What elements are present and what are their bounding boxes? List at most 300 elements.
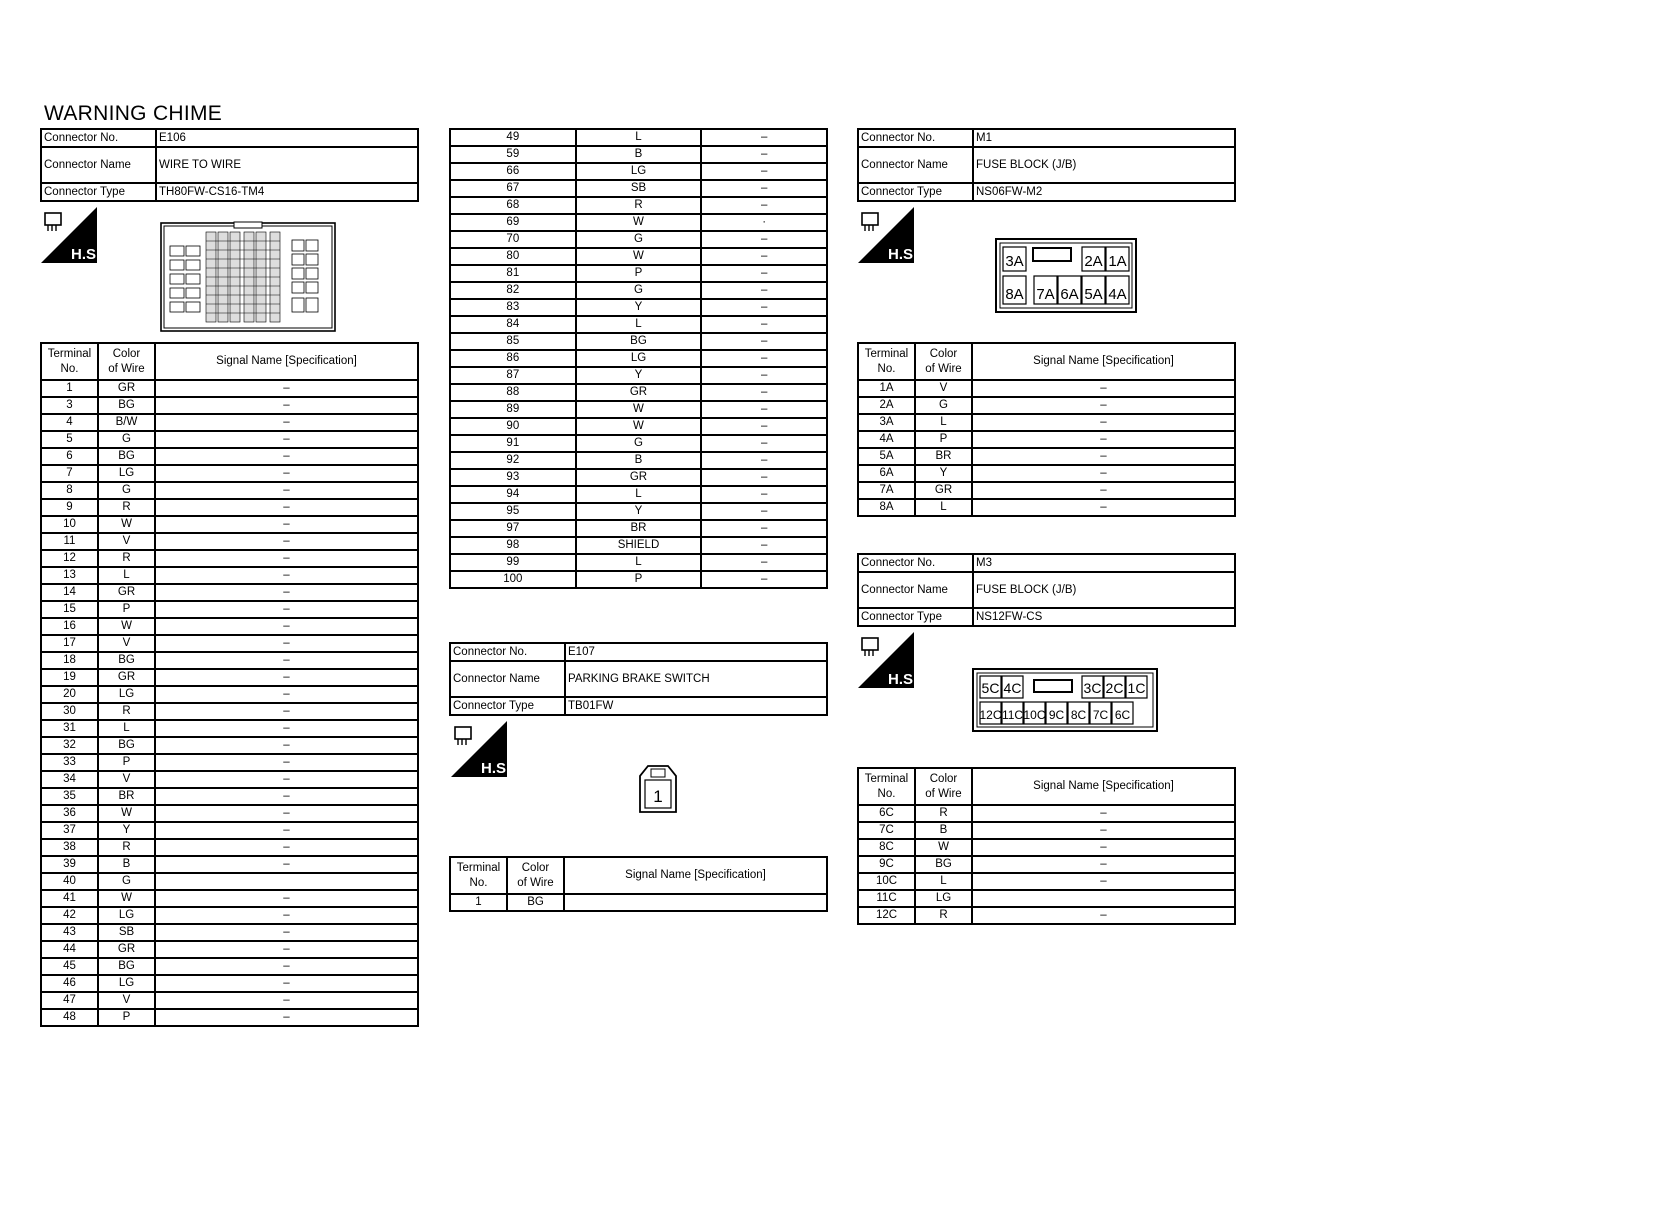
table-row (41, 431, 418, 448)
terminal-no-cell: 46 (41, 975, 98, 992)
signal-name-cell: – (155, 431, 418, 448)
terminal-no-cell: 5A (858, 448, 915, 465)
table-row (41, 1009, 418, 1026)
signal-name-cell: · (701, 214, 827, 231)
wire-color-cell: V (915, 380, 972, 397)
m3-connector-info (857, 553, 1236, 627)
pin-label: 4C (1003, 680, 1022, 696)
m1-connector-info (857, 128, 1236, 202)
signal-name-header: Signal Name [Specification] (564, 857, 827, 894)
connector-name-label: Connector Name (450, 661, 565, 697)
table-row (41, 839, 418, 856)
wire-color-cell: B (576, 146, 702, 163)
wire-color-cell: BG (98, 448, 155, 465)
wire-color-cell: GR (98, 380, 155, 397)
connector-type-label: Connector Type (450, 697, 565, 715)
terminal-no-cell: 69 (450, 214, 576, 231)
pin-label: 4A (1108, 286, 1127, 303)
table-row (41, 856, 418, 873)
table-row (41, 941, 418, 958)
table-row (450, 571, 827, 588)
terminal-no-cell: 80 (450, 248, 576, 265)
terminal-no-cell: 66 (450, 163, 576, 180)
table-row (450, 248, 827, 265)
wire-color-cell: GR (915, 482, 972, 499)
wire-color-cell: G (98, 873, 155, 890)
pin-label: 11C (1001, 708, 1024, 722)
wire-color-cell: R (915, 907, 972, 924)
table-row (450, 214, 827, 231)
signal-name-cell: – (972, 839, 1235, 856)
table-row (858, 839, 1235, 856)
pin-label: 1A (1108, 253, 1127, 270)
wire-color-cell: LG (576, 163, 702, 180)
wire-color-cell: GR (98, 584, 155, 601)
e107-connector-no: E107 (565, 643, 827, 661)
signal-name-cell: – (972, 482, 1235, 499)
wire-color-cell: W (576, 401, 702, 418)
signal-name-cell: – (972, 822, 1235, 839)
connector-no-label: Connector No. (858, 554, 973, 572)
terminal-no-cell: 6A (858, 465, 915, 482)
table-row (41, 601, 418, 618)
table-row (41, 822, 418, 839)
signal-name-cell: – (155, 703, 418, 720)
connector-name-label: Connector Name (858, 147, 973, 183)
terminal-no-cell: 17 (41, 635, 98, 652)
connector-no-label: Connector No. (450, 643, 565, 661)
wire-color-cell: B (98, 856, 155, 873)
table-row (41, 414, 418, 431)
terminal-no-cell: 42 (41, 907, 98, 924)
wire-color-cell: P (98, 754, 155, 771)
signal-name-cell: – (155, 635, 418, 652)
e106-connector-face-diagram (160, 222, 336, 332)
signal-name-cell: – (701, 265, 827, 282)
signal-name-cell: – (155, 380, 418, 397)
signal-name-cell: – (155, 652, 418, 669)
table-row (858, 482, 1235, 499)
table-row (858, 397, 1235, 414)
wire-color-cell: L (576, 554, 702, 571)
table-row (450, 333, 827, 350)
e106-terminal-table (40, 342, 419, 1027)
terminal-no-cell: 2A (858, 397, 915, 414)
wire-color-cell: LG (98, 975, 155, 992)
signal-name-cell: – (972, 431, 1235, 448)
signal-name-cell: – (155, 788, 418, 805)
signal-name-cell: – (155, 754, 418, 771)
table-row (41, 567, 418, 584)
header-line: No. (877, 787, 896, 800)
wire-color-cell: L (98, 567, 155, 584)
signal-name-cell: – (155, 567, 418, 584)
signal-name-cell: – (155, 805, 418, 822)
wire-color-cell: BG (98, 737, 155, 754)
signal-name-header: Signal Name [Specification] (972, 768, 1235, 805)
wire-color-cell: BR (915, 448, 972, 465)
header-line: Color (521, 861, 550, 874)
table-row (41, 754, 418, 771)
table-row (858, 414, 1235, 431)
m1-connector-face-diagram (995, 238, 1137, 313)
terminal-no-cell: 30 (41, 703, 98, 720)
header-line: of Wire (517, 876, 554, 889)
table-row (450, 894, 827, 911)
table-row (41, 550, 418, 567)
terminal-no-cell: 39 (41, 856, 98, 873)
terminal-no-header (858, 768, 915, 805)
terminal-no-cell: 11C (858, 890, 915, 907)
hs-connector-icon (858, 207, 918, 263)
terminal-no-cell: 90 (450, 418, 576, 435)
wire-color-cell: G (576, 231, 702, 248)
m1-terminal-table (857, 342, 1236, 517)
terminal-no-cell: 37 (41, 822, 98, 839)
signal-name-cell: – (155, 686, 418, 703)
table-row (41, 482, 418, 499)
signal-name-cell: – (155, 822, 418, 839)
header-line: Terminal (864, 772, 909, 785)
connector-no-label: Connector No. (41, 129, 156, 147)
table-row (41, 805, 418, 822)
terminal-no-cell: 34 (41, 771, 98, 788)
terminal-no-cell: 1 (450, 894, 507, 911)
wire-color-cell: W (576, 214, 702, 231)
signal-name-cell: – (701, 367, 827, 384)
wire-color-cell: P (98, 601, 155, 618)
signal-name-cell: – (155, 856, 418, 873)
table-header-row (41, 343, 418, 380)
table-row (450, 435, 827, 452)
signal-name-cell: – (701, 469, 827, 486)
m1-connector-no: M1 (973, 129, 1235, 147)
terminal-no-cell: 32 (41, 737, 98, 754)
wire-color-cell: B (915, 822, 972, 839)
m3-connector-name: FUSE BLOCK (J/B) (973, 572, 1235, 608)
wire-color-cell: V (98, 533, 155, 550)
table-row (41, 465, 418, 482)
terminal-no-cell: 3A (858, 414, 915, 431)
wire-color-cell: GR (576, 469, 702, 486)
terminal-no-cell: 4A (858, 431, 915, 448)
e106-connector-info (40, 128, 419, 202)
table-row (41, 380, 418, 397)
signal-name-cell: – (701, 384, 827, 401)
signal-name-cell (155, 873, 418, 890)
signal-name-cell: – (701, 333, 827, 350)
table-row (41, 652, 418, 669)
table-row (41, 720, 418, 737)
wire-color-cell: R (915, 805, 972, 822)
m3-connector-type: NS12FW-CS (973, 608, 1235, 626)
signal-name-cell: – (155, 1009, 418, 1026)
table-row (41, 669, 418, 686)
signal-name-cell (972, 890, 1235, 907)
wire-color-cell: BG (98, 397, 155, 414)
hs-connector-icon (451, 721, 511, 777)
terminal-no-cell: 70 (450, 231, 576, 248)
table-row (41, 499, 418, 516)
signal-name-cell: – (155, 975, 418, 992)
m1-connector-type: NS06FW-M2 (973, 183, 1235, 201)
signal-name-cell: – (972, 380, 1235, 397)
signal-name-cell: – (155, 907, 418, 924)
connector-type-label: Connector Type (858, 183, 973, 201)
terminal-no-cell: 99 (450, 554, 576, 571)
pin-label: 6C (1114, 708, 1131, 722)
wire-color-cell: Y (576, 503, 702, 520)
signal-name-header: Signal Name [Specification] (972, 343, 1235, 380)
table-row (41, 533, 418, 550)
table-row (41, 907, 418, 924)
pin-label: 2A (1084, 253, 1103, 270)
terminal-no-cell: 44 (41, 941, 98, 958)
signal-name-cell: – (155, 618, 418, 635)
signal-name-cell: – (155, 669, 418, 686)
terminal-no-cell: 81 (450, 265, 576, 282)
e107-terminal-table (449, 856, 828, 912)
table-row (858, 907, 1235, 924)
table-row (41, 958, 418, 975)
wire-color-cell: LG (576, 350, 702, 367)
table-row (450, 197, 827, 214)
wire-color-cell: GR (98, 669, 155, 686)
signal-name-cell: – (155, 924, 418, 941)
table-row (450, 401, 827, 418)
signal-name-cell: – (155, 414, 418, 431)
terminal-no-cell: 4 (41, 414, 98, 431)
terminal-no-cell: 48 (41, 1009, 98, 1026)
e107-connector-type: TB01FW (565, 697, 827, 715)
wire-color-cell: BG (915, 856, 972, 873)
terminal-no-cell: 7A (858, 482, 915, 499)
wire-color-cell: R (98, 703, 155, 720)
pin-label: 12C (979, 708, 1002, 722)
terminal-no-cell: 94 (450, 486, 576, 503)
wire-color-cell: L (915, 414, 972, 431)
signal-name-cell: – (155, 771, 418, 788)
signal-name-cell: – (155, 601, 418, 618)
wire-color-cell: L (915, 499, 972, 516)
terminal-no-cell: 12C (858, 907, 915, 924)
pin-label: 8A (1005, 286, 1024, 303)
header-line: of Wire (925, 362, 962, 375)
e106-connector-name: WIRE TO WIRE (156, 147, 418, 183)
pin-label: 3A (1005, 253, 1024, 270)
terminal-no-cell: 83 (450, 299, 576, 316)
signal-name-cell: – (701, 503, 827, 520)
signal-name-cell: – (701, 231, 827, 248)
m3-connector-no: M3 (973, 554, 1235, 572)
terminal-no-cell: 47 (41, 992, 98, 1009)
m1-connector-name: FUSE BLOCK (J/B) (973, 147, 1235, 183)
table-row (450, 129, 827, 146)
table-row (450, 537, 827, 554)
table-row (450, 503, 827, 520)
terminal-no-header (450, 857, 507, 894)
terminal-no-cell: 59 (450, 146, 576, 163)
terminal-no-cell: 36 (41, 805, 98, 822)
terminal-no-cell: 10C (858, 873, 915, 890)
table-row (41, 890, 418, 907)
terminal-no-cell: 14 (41, 584, 98, 601)
signal-name-cell: – (155, 550, 418, 567)
terminal-no-cell: 88 (450, 384, 576, 401)
connector-type-label: Connector Type (41, 183, 156, 201)
table-row (450, 163, 827, 180)
wire-color-cell: W (576, 418, 702, 435)
signal-name-cell: – (972, 907, 1235, 924)
signal-name-cell: – (701, 146, 827, 163)
header-line: Color (112, 347, 141, 360)
table-row (450, 452, 827, 469)
m3-terminal-table (857, 767, 1236, 925)
terminal-no-cell: 41 (41, 890, 98, 907)
wire-color-cell: W (98, 618, 155, 635)
header-line: No. (60, 362, 79, 375)
signal-name-cell: – (155, 448, 418, 465)
wire-color-cell: L (98, 720, 155, 737)
terminal-no-cell: 86 (450, 350, 576, 367)
wire-color-cell: GR (576, 384, 702, 401)
signal-name-cell: – (701, 316, 827, 333)
terminal-no-cell: 20 (41, 686, 98, 703)
terminal-no-cell: 19 (41, 669, 98, 686)
hs-badge-text: H.S. (481, 760, 511, 777)
signal-name-cell: – (155, 720, 418, 737)
terminal-no-cell: 9 (41, 499, 98, 516)
wire-color-cell: V (98, 635, 155, 652)
table-row (450, 350, 827, 367)
wire-color-cell: SHIELD (576, 537, 702, 554)
e106-connector-no: E106 (156, 129, 418, 147)
terminal-no-header (858, 343, 915, 380)
header-line: of Wire (925, 787, 962, 800)
signal-name-cell: – (701, 197, 827, 214)
table-row (450, 486, 827, 503)
signal-name-cell: – (972, 414, 1235, 431)
wire-color-cell: LG (98, 907, 155, 924)
table-row (41, 992, 418, 1009)
pin-label: 7C (1092, 708, 1109, 722)
terminal-no-cell: 92 (450, 452, 576, 469)
terminal-no-cell: 38 (41, 839, 98, 856)
e107-connector-name: PARKING BRAKE SWITCH (565, 661, 827, 697)
table-row (858, 380, 1235, 397)
table-row (450, 418, 827, 435)
wire-color-cell: P (98, 1009, 155, 1026)
terminal-no-cell: 43 (41, 924, 98, 941)
table-row (41, 873, 418, 890)
wire-color-cell: P (576, 571, 702, 588)
table-row (41, 448, 418, 465)
signal-name-cell: – (701, 554, 827, 571)
table-row (41, 771, 418, 788)
terminal-no-header (41, 343, 98, 380)
wire-color-cell: W (98, 516, 155, 533)
signal-name-cell: – (155, 533, 418, 550)
wire-color-cell: R (576, 197, 702, 214)
terminal-no-cell: 18 (41, 652, 98, 669)
terminal-no-cell: 8A (858, 499, 915, 516)
table-row (41, 397, 418, 414)
color-of-wire-header (507, 857, 564, 894)
wire-color-cell: W (915, 839, 972, 856)
signal-name-cell: – (972, 856, 1235, 873)
terminal-no-cell: 84 (450, 316, 576, 333)
hs-connector-icon (858, 632, 918, 688)
table-row (450, 520, 827, 537)
pin-label: 2C (1105, 680, 1124, 696)
signal-name-cell: – (972, 465, 1235, 482)
terminal-no-cell: 8 (41, 482, 98, 499)
table-row (450, 384, 827, 401)
signal-name-cell: – (155, 839, 418, 856)
header-line: of Wire (108, 362, 145, 375)
wire-color-cell: L (576, 486, 702, 503)
terminal-no-cell: 1A (858, 380, 915, 397)
pin-label: 5C (981, 680, 1000, 696)
signal-name-cell (564, 894, 827, 911)
wire-color-cell: Y (98, 822, 155, 839)
header-line: Terminal (456, 861, 501, 874)
wire-color-cell: BR (576, 520, 702, 537)
terminal-no-cell: 8C (858, 839, 915, 856)
terminal-no-cell: 82 (450, 282, 576, 299)
table-row (450, 316, 827, 333)
table-row (41, 516, 418, 533)
wire-color-cell: W (576, 248, 702, 265)
wire-color-cell: G (98, 431, 155, 448)
signal-name-cell: – (701, 401, 827, 418)
wire-color-cell: V (98, 992, 155, 1009)
hs-badge-text: H.S. (888, 246, 918, 263)
wire-color-cell: Y (915, 465, 972, 482)
table-row (41, 703, 418, 720)
terminal-no-cell: 35 (41, 788, 98, 805)
pin-label: 7A (1036, 286, 1055, 303)
table-row (450, 282, 827, 299)
signal-name-cell: – (701, 571, 827, 588)
terminal-no-cell: 15 (41, 601, 98, 618)
table-row (858, 448, 1235, 465)
terminal-no-cell: 3 (41, 397, 98, 414)
signal-name-cell: – (701, 299, 827, 316)
color-of-wire-header (915, 768, 972, 805)
table-row (858, 465, 1235, 482)
wire-color-cell: V (98, 771, 155, 788)
terminal-no-cell: 40 (41, 873, 98, 890)
pin-label: 8C (1070, 708, 1087, 722)
hs-connector-icon (41, 207, 101, 263)
terminal-no-cell: 45 (41, 958, 98, 975)
terminal-no-cell: 6 (41, 448, 98, 465)
table-header-row (858, 343, 1235, 380)
terminal-no-cell: 95 (450, 503, 576, 520)
table-row (41, 635, 418, 652)
header-line: Terminal (47, 347, 92, 360)
wire-color-cell: B (576, 452, 702, 469)
connector-name-label: Connector Name (858, 572, 973, 608)
wire-color-cell: G (576, 435, 702, 452)
wire-color-cell: BG (576, 333, 702, 350)
table-header-row (450, 857, 827, 894)
wire-color-cell: B/W (98, 414, 155, 431)
wire-color-cell: L (576, 129, 702, 146)
table-row (450, 367, 827, 384)
terminal-no-cell: 7C (858, 822, 915, 839)
